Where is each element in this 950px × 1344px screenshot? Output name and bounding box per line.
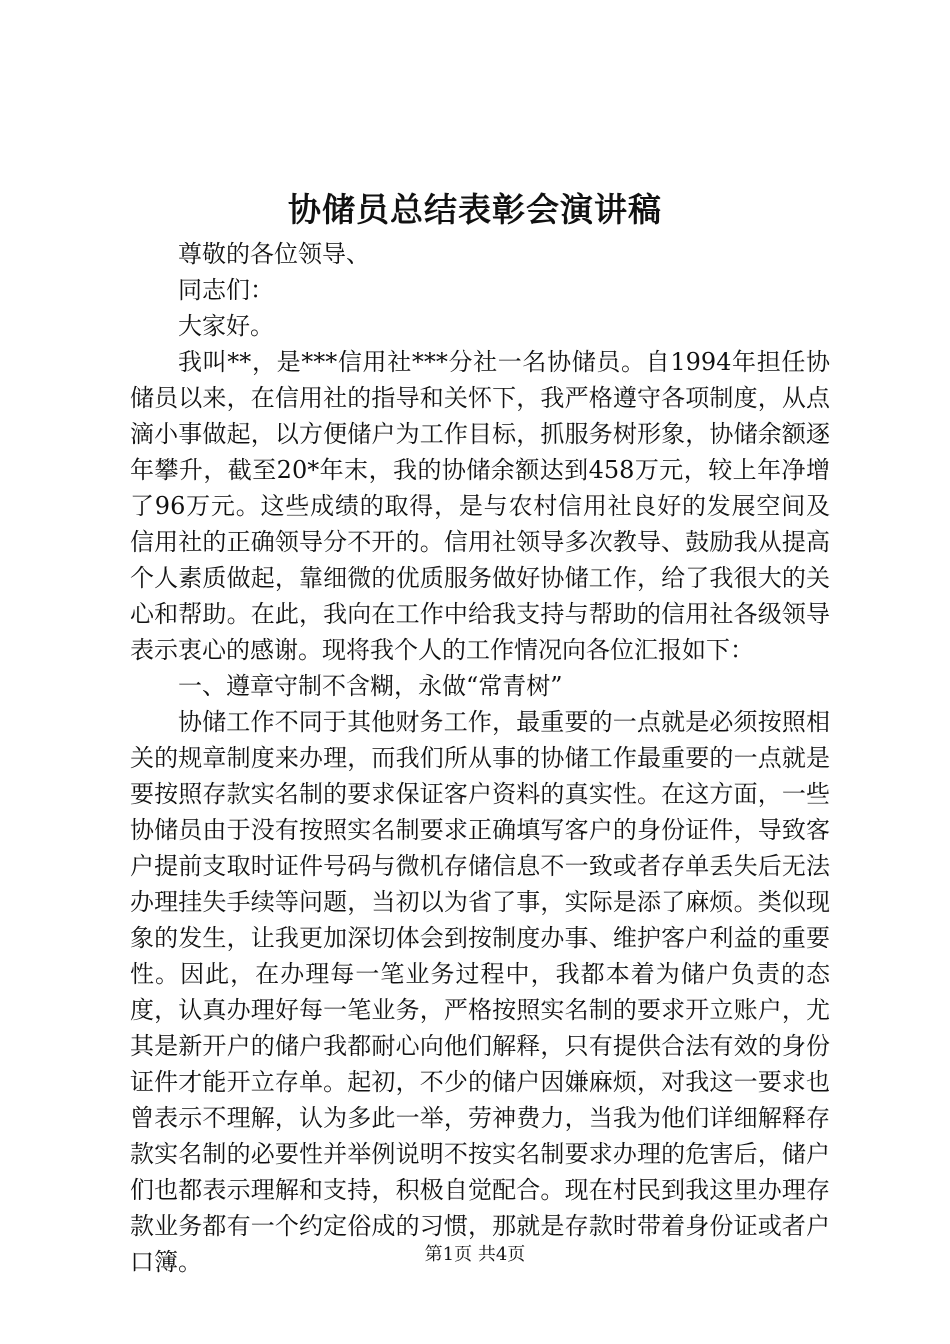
intro-paragraph: 我叫**，是***信用社***分社一名协储员。自1994年担任协储员以来，在信用社的指导和关怀下，我严格遵守各项制度，从点滴小事做起，以方便储户为工作目标，抓服务树形象，协储余额逐年攀升，截至20*年末，我的协储余额达到458万元，较上年净增了96万元。这些成绩的取得，是与农村信用社良好的发展空间及信用社的正确领导分不开的。信用社领导多次教导、鼓励我从提高个人素质做起，靠细微的优质服务做好协储工作，给了我很大的关心和帮助。在此，我向在工作中给我支持与帮助的信用社各级领导表示衷心的感谢。现将我个人的工作情况向各位汇报如下： bbox=[130, 348, 830, 664]
section-paragraph: 协储工作不同于其他财务工作，最重要的一点就是必须按照相关的规章制度来办理，而我们所从事的协储工作最重要的一点就是要按照存款实名制的要求保证客户资料的真实性。在这方面，一些协储员由于没有按照实名制要求正确填写客户的身份证件，导致客户提前支取时证件号码与微机存储信息不一致或者存单丢失后无法办理挂失手续等问题，当初以为省了事，实际是添了麻烦。类似现象的发生，让我更加深切体会到按制度办事、维护客户利益的重要性。因此，在办理每一笔业务过程中，我都本着为储户负责的态度，认真办理好每一笔业务，严格按照实名制的要求开立账户，尤其是新开户的储户我都耐心向他们解释，只有提供合法有效的身份证件才能开立存单。起初，不少的储户因嫌麻烦，对我这一要求也曾表示不理解，认为多此一举，劳神费力，当我为他们详细解释存款实名制的必要性并举例说明不按实名制要求办理的危害后，储户们也都表示理解和支持，积极自觉配合。现在村民到我这里办理存款业务都有一个约定俗成的习惯，那就是存款时带着身份证或者户口簿。 bbox=[130, 708, 830, 1276]
document-body bbox=[130, 236, 830, 1280]
section-heading: 一、遵章守制不含糊，永做“常青树” bbox=[178, 672, 563, 700]
greeting-line: 大家好。 bbox=[178, 312, 274, 340]
document-title: 协储员总结表彰会演讲稿 bbox=[288, 190, 662, 229]
salutation-line-2: 同志们： bbox=[178, 276, 274, 304]
salutation-line-1: 尊敬的各位领导、 bbox=[178, 240, 370, 268]
page-number-footer: 第1页 共4页 bbox=[424, 1244, 526, 1265]
